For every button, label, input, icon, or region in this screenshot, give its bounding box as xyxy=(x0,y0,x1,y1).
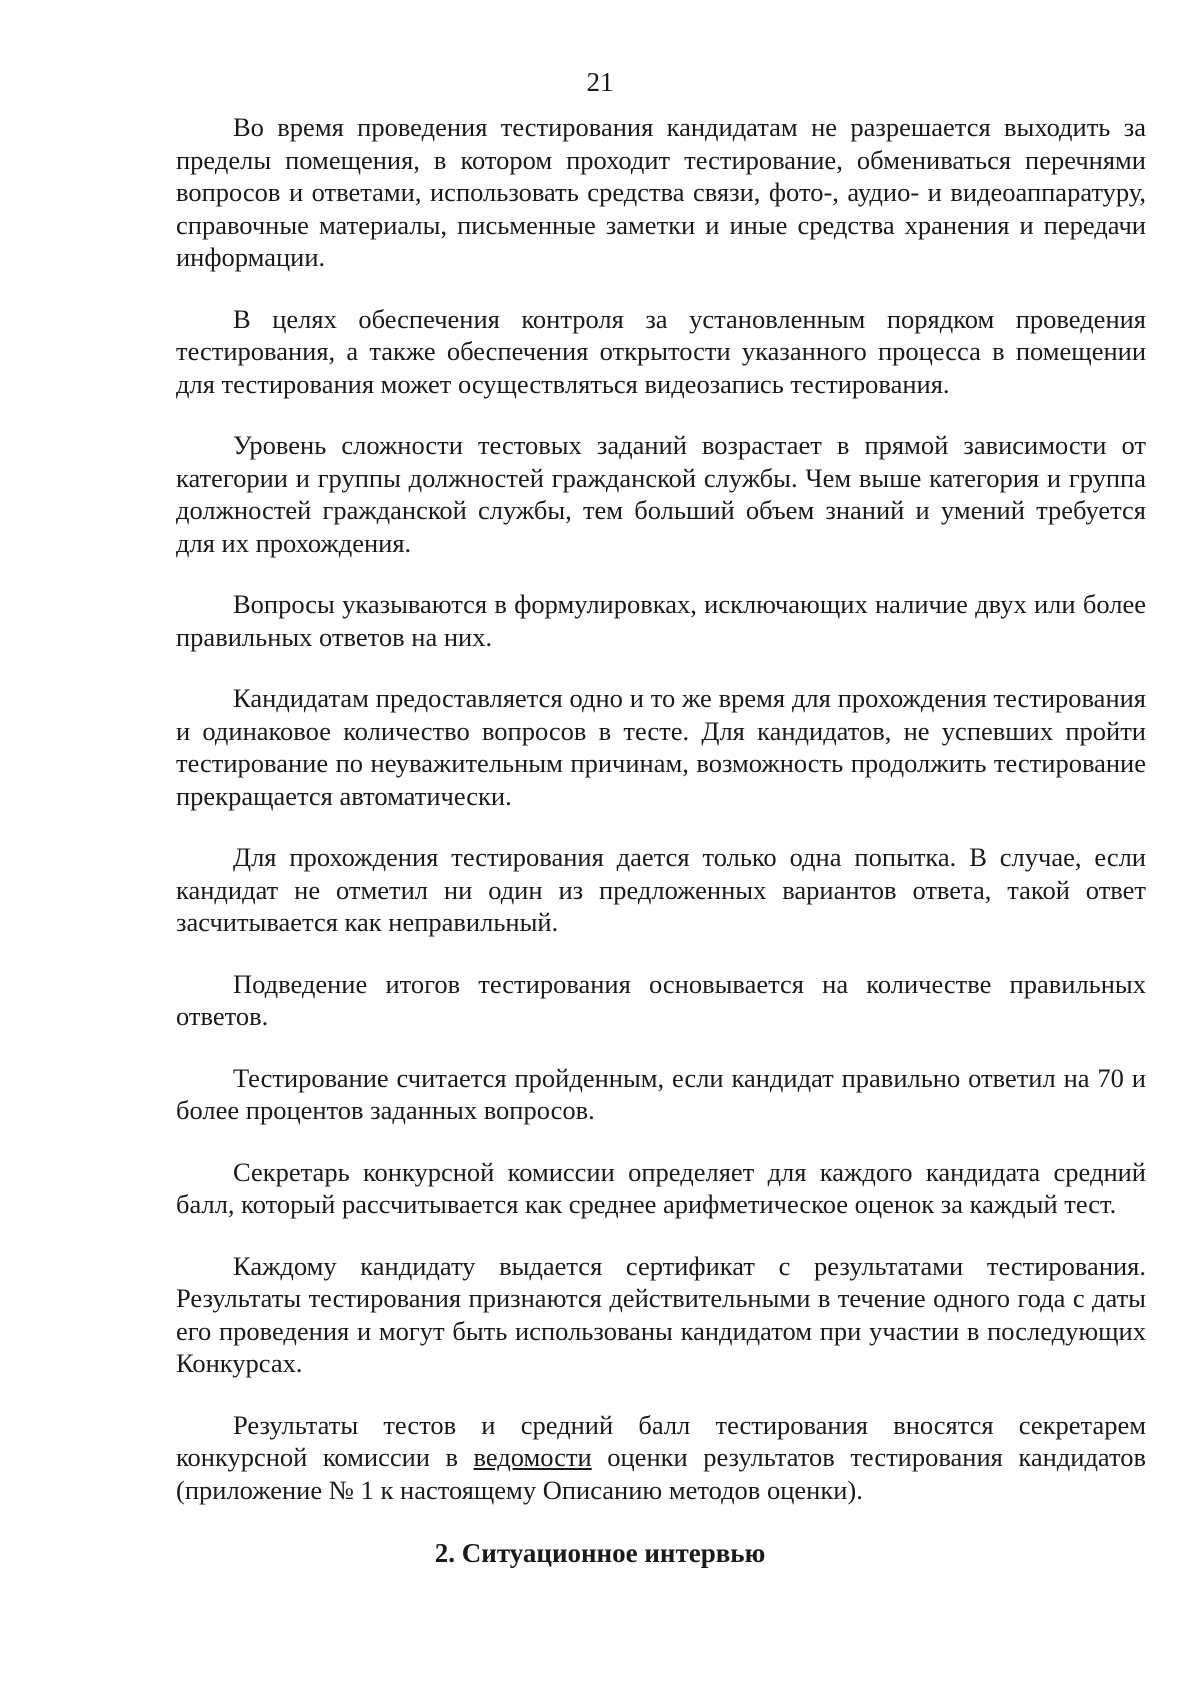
paragraph-testing-rules: Во время проведения тестирования кандидатам не разрешается выходить за пределы помещения, в котором проходит тестирование, обмениваться перечнями вопросов и ответами, использовать средства связи, фото-, аудио- и видеоаппаратуру, справочные материалы, письменные заметки и иные средства хранения и передачи информации. xyxy=(176,112,1146,272)
paragraph-video-recording: В целях обеспечения контроля за установленным порядком проведения тестирования, а также обеспечения открытости указанного процесса в помещении для тестирования может осуществляться видеозапись тестирования. xyxy=(176,303,1146,399)
paragraph-single-attempt: Для прохождения тестирования дается только одна попытка. В случае, если кандидат не отметил ни один из предложенных вариантов ответа, такой ответ засчитывается как неправильный. xyxy=(176,842,1146,937)
section-heading: 2. Ситуационное интервью xyxy=(434,1538,766,1568)
page-number: 21 xyxy=(586,67,614,97)
results-record-text-before: Результаты тестов и средний балл тестирования вносятся секретарем конкурсной комиссии в xyxy=(176,1409,1146,1472)
body-text xyxy=(176,111,1146,1535)
results-record-underlined-word: ведомости xyxy=(473,1442,592,1472)
paragraph-equal-time: Кандидатам предоставляется одно и то же время для прохождения тестирования и одинаковое количество вопросов в тесте. Для кандидатов, не успевших пройти тестирование по неуважительным причинам, возможность продолжить тестирование прекращается автоматически. xyxy=(176,683,1146,811)
paragraph-question-wording: Вопросы указываются в формулировках, исключающих наличие двух или более правильных ответов на них. xyxy=(176,589,1146,652)
paragraph-results-basis: Подведение итогов тестирования основывается на количестве правильных ответов. xyxy=(176,968,1146,1031)
results-record-text-after: оценки результатов тестирования кандидатов (приложение № 1 к настоящему Описанию методов оценки). xyxy=(176,1442,1146,1505)
paragraph-certificate: Каждому кандидату выдается сертификат с результатами тестирования. Результаты тестирования признаются действительными в течение одного года с даты его проведения и могут быть использованы кандидатом при участии в последующих Конкурсах. xyxy=(176,1250,1146,1378)
paragraph-results-record xyxy=(176,1409,1146,1507)
paragraph-average-score: Секретарь конкурсной комиссии определяет для каждого кандидата средний балл, который рассчитывается как среднее арифметическое оценок за каждый тест. xyxy=(176,1156,1146,1219)
paragraph-pass-threshold: Тестирование считается пройденным, если кандидат правильно ответил на 70 и более процентов заданных вопросов. xyxy=(176,1062,1146,1125)
paragraph-difficulty-level: Уровень сложности тестовых заданий возрастает в прямой зависимости от категории и группы должностей гражданской службы. Чем выше категория и группа должностей гражданской службы, тем больший объем знаний и умений требуется для их прохождения. xyxy=(176,430,1146,558)
